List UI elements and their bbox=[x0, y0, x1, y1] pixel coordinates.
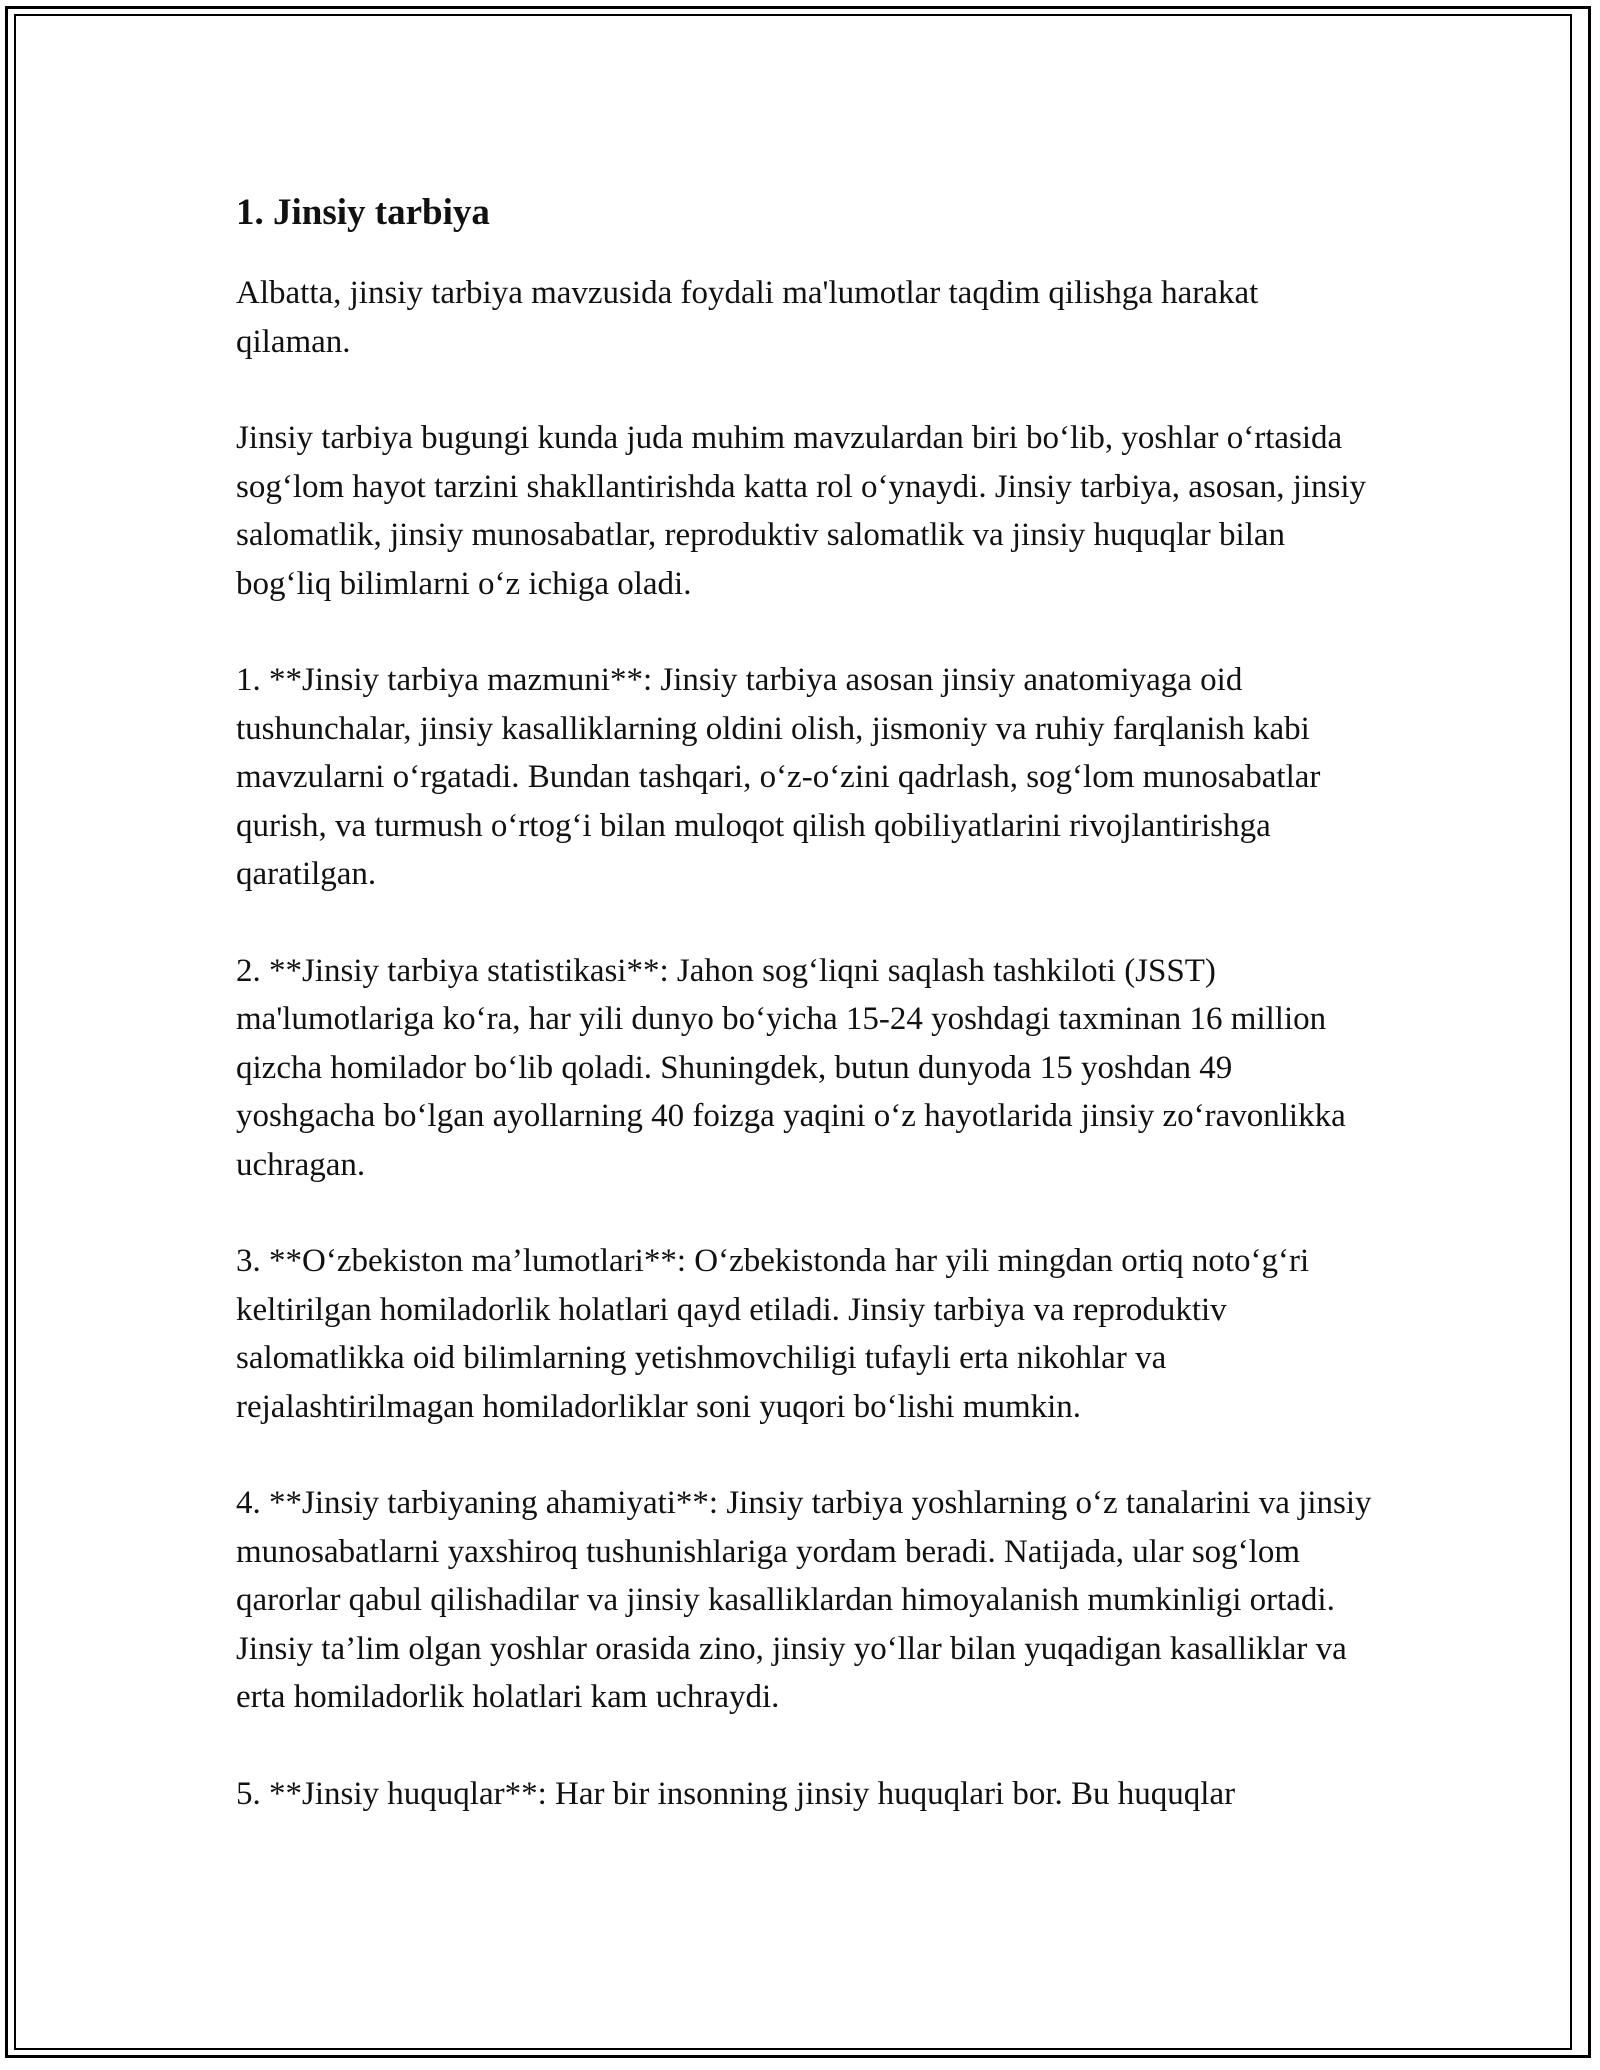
paragraph-importance: 4. **Jinsiy tarbiyaning ahamiyati**: Jinsiy tarbiya yoshlarning o‘z tanalarini va jinsiy munosabatlarni yaxshiroq tushunishlariga yordam beradi. Natijada, ular sog‘lom qarorlar qabul qilishadilar va jinsiy kasalliklardan himoyalanish mumkinligi ortadi. Jinsiy ta’lim olgan yoshlar orasida zino, jinsiy yo‘llar bilan yuqadigan kasalliklar va erta homiladorlik holatlari kam uchraydi. bbox=[236, 1485, 1372, 1715]
paragraph-rights: 5. **Jinsiy huquqlar**: Har bir insonning jinsiy huquqlari bor. Bu huquqlar bbox=[236, 1775, 1236, 1812]
paragraph-intro: Albatta, jinsiy tarbiya mavzusida foydali ma'lumotlar taqdim qilishga harakat qilaman. bbox=[236, 275, 1259, 360]
paragraph-uzbekistan-data: 3. **O‘zbekiston ma’lumotlari**: O‘zbekistonda har yili mingdan ortiq noto‘g‘ri keltirilgan homiladorlik holatlari qayd etiladi. Jinsiy tarbiya va reproduktiv salomatlikka oid bilimlarning yetishmovchiligi tufayli erta nikohlar va rejalashtirilmagan homiladorliklar soni yuqori bo‘lishi mumkin. bbox=[236, 1243, 1310, 1425]
paragraph-content: 1. **Jinsiy tarbiya mazmuni**: Jinsiy tarbiya asosan jinsiy anatomiyaga oid tushunchalar, jinsiy kasalliklarning oldini olish, jismoniy va ruhiy farqlanish kabi mavzularni o‘rgatadi. Bundan tashqari, o‘z-o‘zini qadrlash, sog‘lom munosabatlar qurish, va turmush o‘rtog‘i bilan muloqot qilish qobiliyatlarini rivojlantirishga qaratilgan. bbox=[236, 662, 1321, 892]
document-page bbox=[236, 187, 1376, 1866]
paragraph-overview: Jinsiy tarbiya bugungi kunda juda muhim mavzulardan biri bo‘lib, yoshlar o‘rtasida sog‘lom hayot tarzini shakllantirishda katta rol o‘ynaydi. Jinsiy tarbiya, asosan, jinsiy salomatlik, jinsiy munosabatlar, reproduktiv salomatlik va jinsiy huquqlar bilan bog‘liq bilimlarni o‘z ichiga oladi. bbox=[236, 420, 1367, 602]
paragraph-statistics: 2. **Jinsiy tarbiya statistikasi**: Jahon sog‘liqni saqlash tashkiloti (JSST) ma'lumotlariga ko‘ra, har yili dunyo bo‘yicha 15-24 yoshdagi taxminan 16 million qizcha homilador bo‘lib qoladi. Shuningdek, butun dunyoda 15 yoshdan 49 yoshgacha bo‘lgan ayollarning 40 foizga yaqini o‘z hayotlarida jinsiy zo‘ravonlikka uchragan. bbox=[236, 952, 1346, 1183]
document-title: 1. Jinsiy tarbiya bbox=[236, 192, 490, 233]
